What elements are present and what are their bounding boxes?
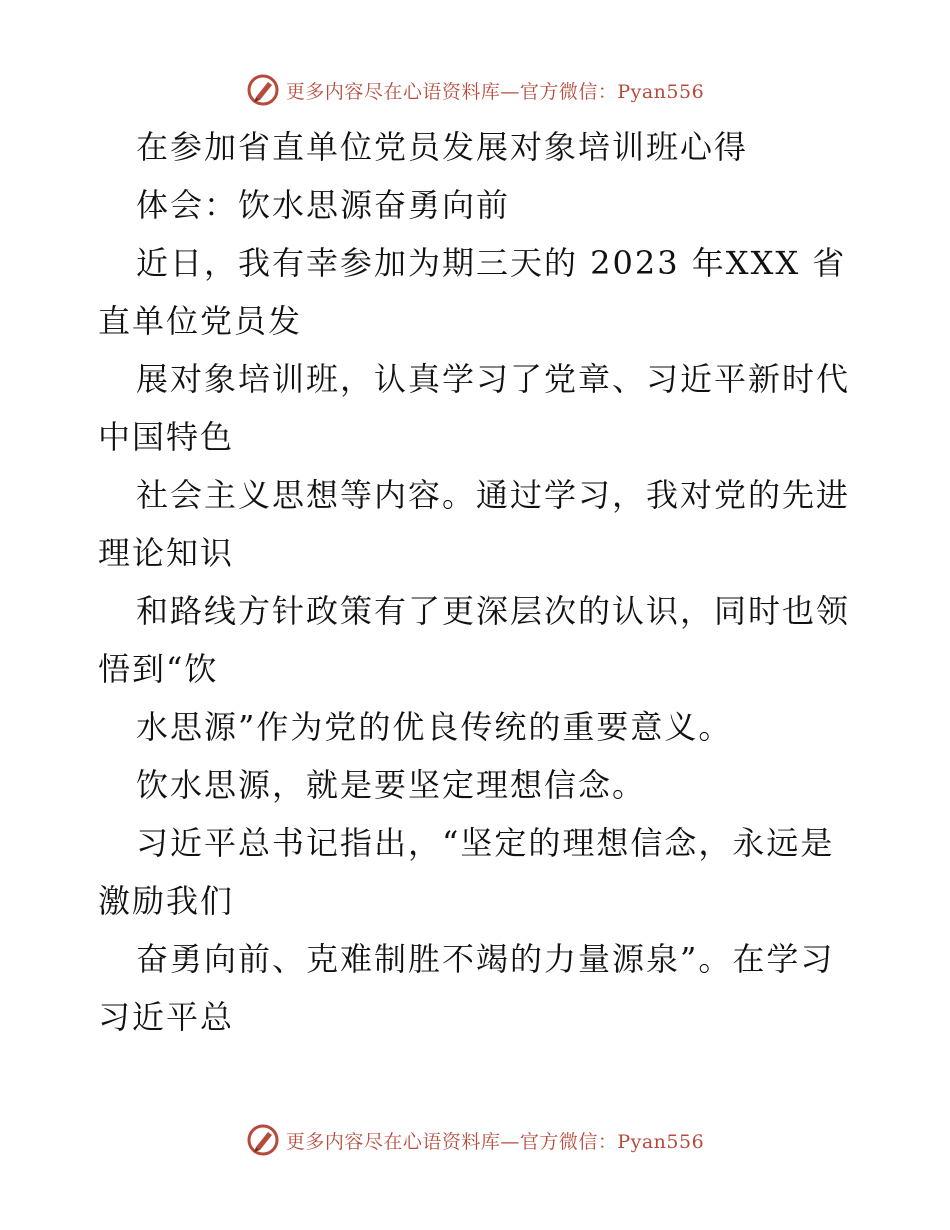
text-line: 展对象培训班，认真学习了党章、习近平新时代 xyxy=(136,360,851,398)
pen-logo-icon xyxy=(246,1123,280,1157)
text-line: 近日，我有幸参加为期三天的 2023 年XXX 省 xyxy=(136,244,847,282)
text-line: 中国特色 xyxy=(98,418,235,456)
text-line: 和路线方针政策有了更深层次的认识，同时也领 xyxy=(136,592,851,630)
text-line: 奋勇向前、克难制胜不竭的力量源泉”。在学习 xyxy=(136,940,835,978)
text-line: 激励我们 xyxy=(98,882,235,920)
watermark-text: 更多内容尽在心语资料库—官方微信：Pyan556 xyxy=(285,1130,705,1153)
document-body xyxy=(98,118,858,1046)
text-line: 习近平总 xyxy=(98,998,235,1036)
text-line: 在参加省直单位党员发展对象培训班心得 xyxy=(136,128,749,166)
pen-logo-icon xyxy=(246,73,280,107)
watermark-banner-bottom xyxy=(0,1120,950,1160)
text-line: 直单位党员发 xyxy=(98,302,303,340)
text-line: 习近平总书记指出，“坚定的理想信念，永远是 xyxy=(136,824,835,862)
text-line: 水思源”作为党的优良传统的重要意义。 xyxy=(136,708,733,746)
text-line: 饮水思源，就是要坚定理想信念。 xyxy=(136,766,647,804)
text-line: 理论知识 xyxy=(98,534,235,572)
text-line: 社会主义思想等内容。通过学习，我对党的先进 xyxy=(136,476,851,514)
text-line: 悟到“饮 xyxy=(98,650,219,688)
text-line: 体会：饮水思源奋勇向前 xyxy=(136,186,511,224)
watermark-banner-top xyxy=(0,70,950,110)
watermark-text: 更多内容尽在心语资料库—官方微信：Pyan556 xyxy=(285,80,705,103)
